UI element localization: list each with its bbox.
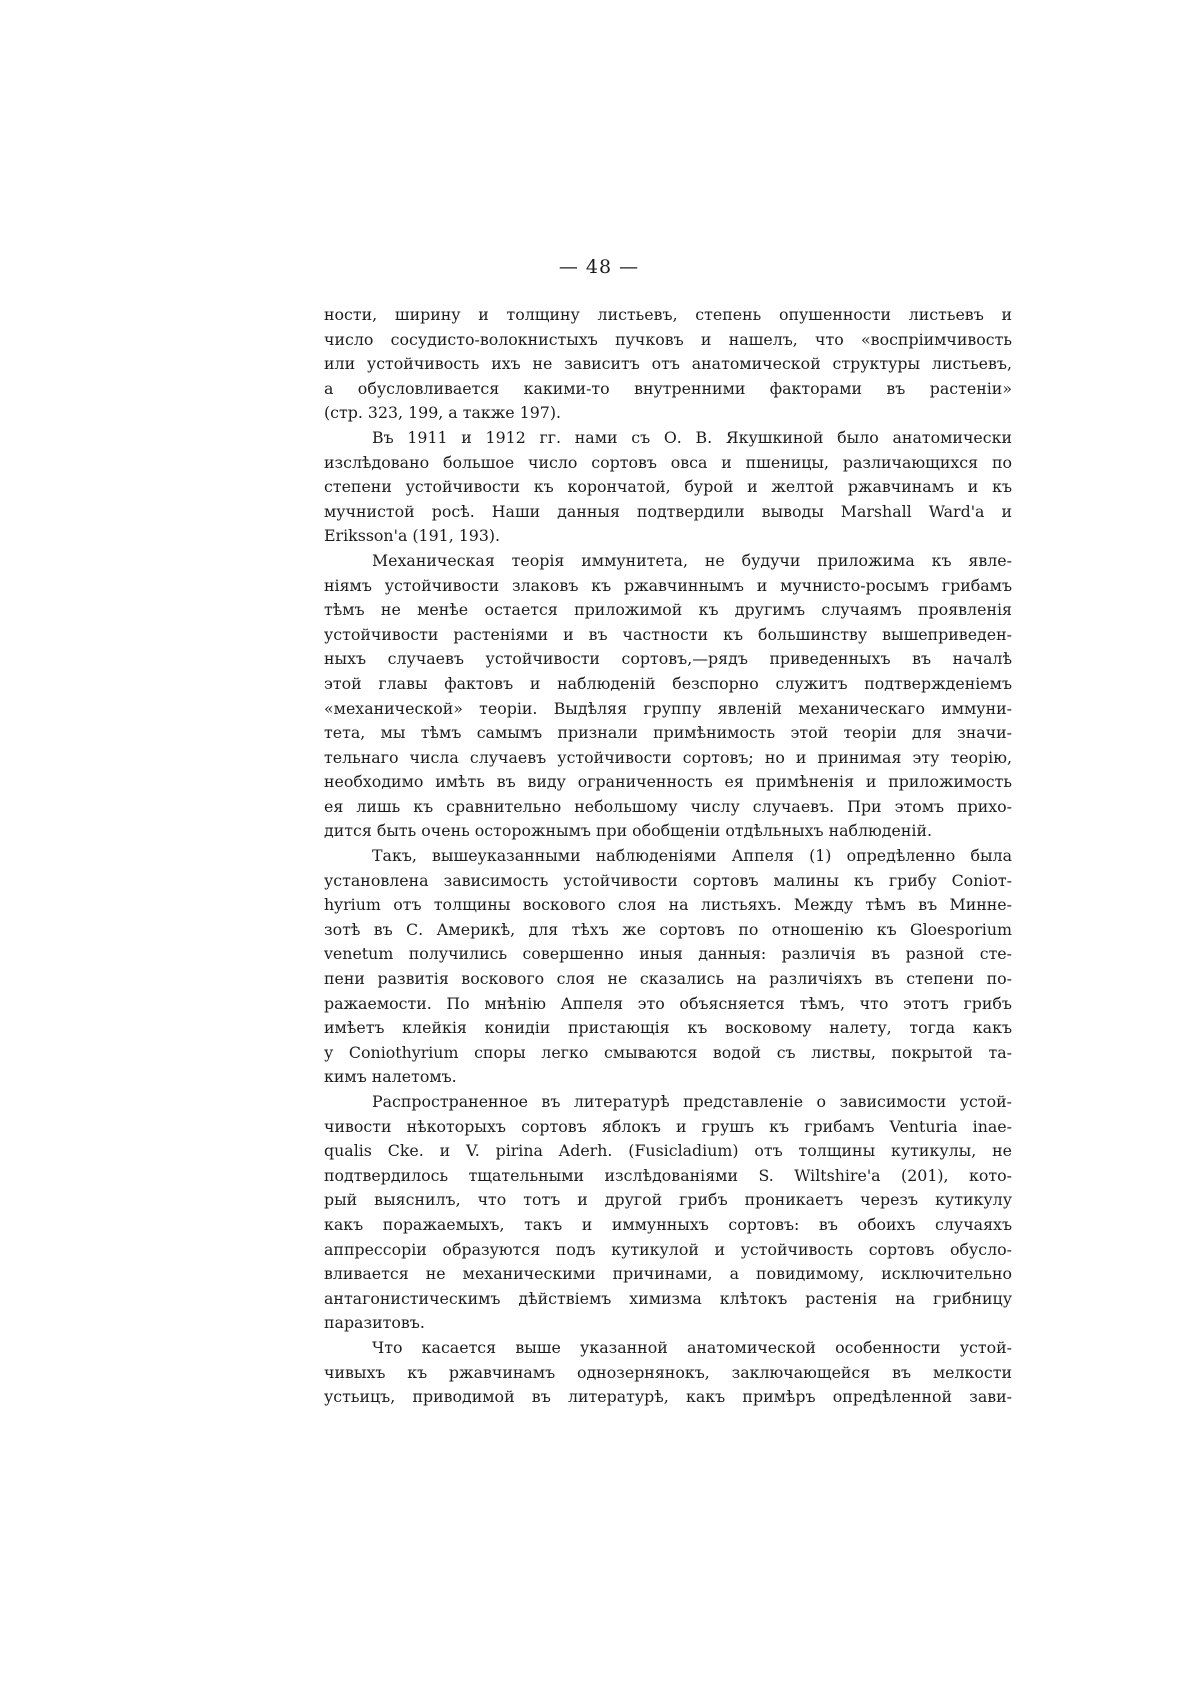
text-line: ея лишь къ сравнительно небольшому числу случаевъ. При этомъ прихо- bbox=[324, 796, 1012, 816]
text-line: мучнистой росѣ. Наши данныя подтвердили выводы Marshall Ward'a и bbox=[324, 501, 1012, 521]
text-line: чивости нѣкоторыхъ сортовъ яблокъ и грушъ къ грибамъ Venturia inae- bbox=[324, 1116, 1012, 1136]
text-line: qualis Cke. и V. pirina Aderh. (Fusicladium) отъ толщины кутикулы, не bbox=[324, 1141, 1012, 1161]
text-line: или устойчивость ихъ не зависитъ отъ анатомической структуры листьевъ, bbox=[324, 354, 1012, 374]
text-line: Eriksson'a (191, 193). bbox=[324, 526, 501, 546]
text-line: Механическая теорія иммунитета, не будучи приложима къ явле- bbox=[372, 550, 1012, 570]
text-line: Въ 1911 и 1912 гг. нами съ О. В. Якушкиной было анатомически bbox=[372, 427, 1012, 447]
text-line: установлена зависимость устойчивости сортовъ малины къ грибу Conioт- bbox=[324, 870, 1012, 890]
text-line: рый выяснилъ, что тотъ и другой грибъ проникаетъ черезъ кутикулу bbox=[324, 1190, 1012, 1210]
text-line: ніямъ устойчивости злаковъ къ ржавчиннымъ и мучнисто-росымъ грибамъ bbox=[324, 575, 1012, 595]
text-line: Распространенное въ литературѣ представленіе о зависимости устой- bbox=[372, 1092, 1012, 1111]
text-line: зотѣ въ С. Америкѣ, для тѣхъ же сортовъ по отношенію къ Gloesporium bbox=[324, 919, 1012, 939]
text-line: а обусловливается какими-то внутренними факторами въ растеніи» bbox=[324, 378, 1012, 398]
text-line: вливается не механическими причинами, а повидимому, исключительно bbox=[324, 1264, 1012, 1284]
text-line: Что касается выше указанной анатомической особенности устой- bbox=[372, 1337, 1012, 1357]
text-line: ности, ширину и толщину листьевъ, степень опушенности листьевъ и bbox=[324, 305, 1012, 324]
text-line: Такъ, вышеуказанными наблюденіями Аппеля (1) опредѣленно была bbox=[372, 846, 1012, 866]
body-text bbox=[324, 303, 1012, 1410]
page-number: — 48 — bbox=[558, 256, 640, 278]
text-line: (стр. 323, 199, а также 197). bbox=[324, 403, 561, 423]
text-line: необходимо имѣть въ виду ограниченность ея примѣненія и приложимость bbox=[324, 772, 1012, 792]
text-line: «механической» теоріи. Выдѣляя группу явленій механическаго иммуни- bbox=[324, 698, 1012, 718]
text-line: кимъ налетомъ. bbox=[324, 1067, 457, 1087]
text-line: устойчивости растеніями и въ частности къ большинству вышеприведен- bbox=[324, 624, 1012, 644]
text-line: антагонистическимъ дѣйствіемъ химизма клѣтокъ растенія на грибницу bbox=[324, 1288, 1012, 1308]
text-line: степени устойчивости къ корончатой, бурой и желтой ржавчинамъ и къ bbox=[324, 477, 1012, 497]
text-line: ныхъ случаевъ устойчивости сортовъ,—рядъ приведенныхъ въ началѣ bbox=[324, 649, 1012, 669]
text-line: ражаемости. По мнѣнію Аппеля это объясняется тѣмъ, что этотъ грибъ bbox=[324, 993, 1012, 1013]
text-line: аппрессоріи образуются подъ кутикулой и устойчивость сортовъ обусло- bbox=[324, 1239, 1012, 1259]
text-line: venetum получились совершенно иныя данныя: различія въ разной сте- bbox=[324, 944, 1012, 964]
text-line: устьицъ, приводимой въ литературѣ, какъ примѣръ опредѣленной зави- bbox=[324, 1387, 1012, 1407]
text-line: чивыхъ къ ржавчинамъ однозернянокъ, заключающейся въ мелкости bbox=[324, 1362, 1012, 1382]
text-line: паразитовъ. bbox=[324, 1313, 425, 1333]
text-line: этой главы фактовъ и наблюденій безспорно служитъ подтвержденіемъ bbox=[324, 673, 1012, 693]
text-line: hyrium отъ толщины воскового слоя на листьяхъ. Между тѣмъ въ Минне- bbox=[324, 895, 1012, 915]
text-line: пени развитія воскового слоя не сказались на различіяхъ въ степени по- bbox=[324, 969, 1012, 989]
text-line: дится быть очень осторожнымъ при обобщеніи отдѣльныхъ наблюденій. bbox=[324, 821, 933, 841]
text-line: имѣетъ клейкія конидіи пристающія къ восковому налету, тогда какъ bbox=[324, 1018, 1012, 1038]
text-line: тѣмъ не менѣе остается приложимой къ другимъ случаямъ проявленія bbox=[324, 600, 1012, 620]
text-line: число сосудисто-волокнистыхъ пучковъ и нашелъ, что «воспріимчивость bbox=[324, 329, 1012, 349]
text-line: подтвердилось тщательными изслѣдованіями S. Wiltshire'a (201), кото- bbox=[324, 1165, 1012, 1185]
text-line: какъ поражаемыхъ, такъ и иммунныхъ сортовъ: въ обоихъ случаяхъ bbox=[324, 1214, 1012, 1234]
text-line: тета, мы тѣмъ самымъ признали примѣнимость этой теоріи для значи- bbox=[324, 723, 1012, 743]
text-line: тельнаго числа случаевъ устойчивости сортовъ; но и принимая эту теорію, bbox=[324, 747, 1012, 767]
text-line: у Coniothyrium споры легко смываются водой съ листвы, покрытой та- bbox=[324, 1042, 1012, 1062]
text-line: изслѣдовано большое число сортовъ овса и пшеницы, различающихся по bbox=[324, 452, 1012, 472]
